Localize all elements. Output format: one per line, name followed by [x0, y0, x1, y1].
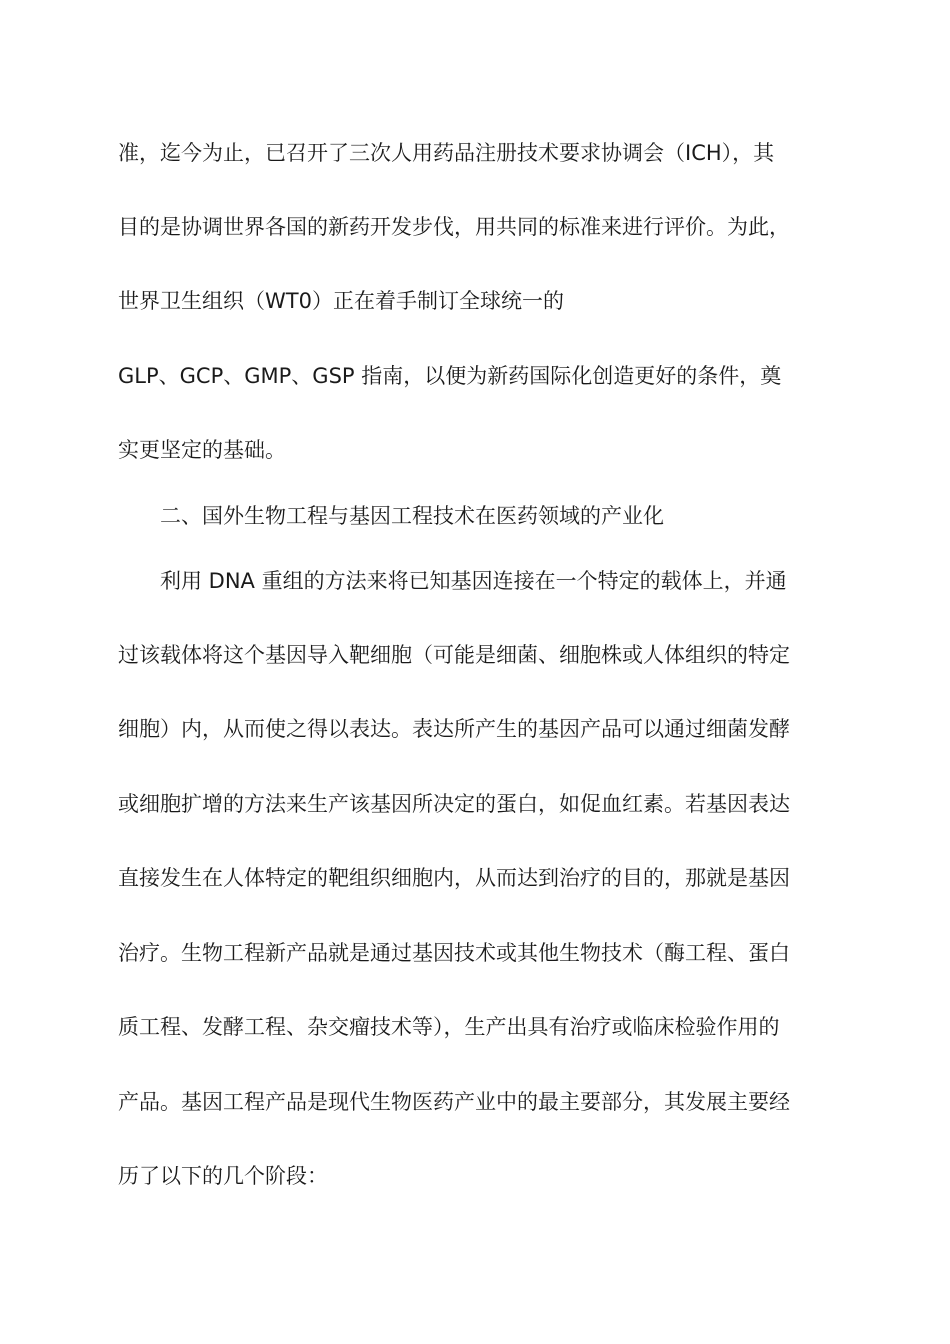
text-line: 目的是协调世界各国的新药开发步伐，用共同的标准来进行评价。为此，	[118, 215, 790, 239]
section-heading: 二、国外生物工程与基因工程技术在医药领域的产业化	[160, 504, 664, 528]
text-line: 或细胞扩增的方法来生产该基因所决定的蛋白，如促血红素。若基因表达	[118, 792, 790, 816]
text-line: 产品。基因工程产品是现代生物医药产业中的最主要部分，其发展主要经	[118, 1090, 790, 1114]
text-line: 质工程、发酵工程、杂交瘤技术等），生产出具有治疗或临床检验作用的	[118, 1015, 780, 1039]
text-line: 世界卫生组织（WT0）正在着手制订全球统一的	[118, 289, 564, 313]
text-line: 准，迄今为止，已召开了三次人用药品注册技术要求协调会（ICH），其	[118, 141, 775, 165]
text-line: 直接发生在人体特定的靶组织细胞内，从而达到治疗的目的，那就是基因	[118, 866, 790, 890]
paragraph-first-line: 利用 DNA 重组的方法来将已知基因连接在一个特定的载体上，并通	[160, 569, 787, 593]
text-line: 治疗。生物工程新产品就是通过基因技术或其他生物技术（酶工程、蛋白	[118, 941, 790, 965]
text-line: 细胞）内，从而使之得以表达。表达所产生的基因产品可以通过细菌发酵	[118, 717, 790, 741]
text-line: GLP、GCP、GMP、GSP 指南，以便为新药国际化创造更好的条件，奠	[118, 364, 782, 388]
text-line: 历了以下的几个阶段：	[118, 1164, 328, 1188]
text-line: 过该载体将这个基因导入靶细胞（可能是细菌、细胞株或人体组织的特定	[118, 643, 790, 667]
text-line: 实更坚定的基础。	[118, 438, 286, 462]
